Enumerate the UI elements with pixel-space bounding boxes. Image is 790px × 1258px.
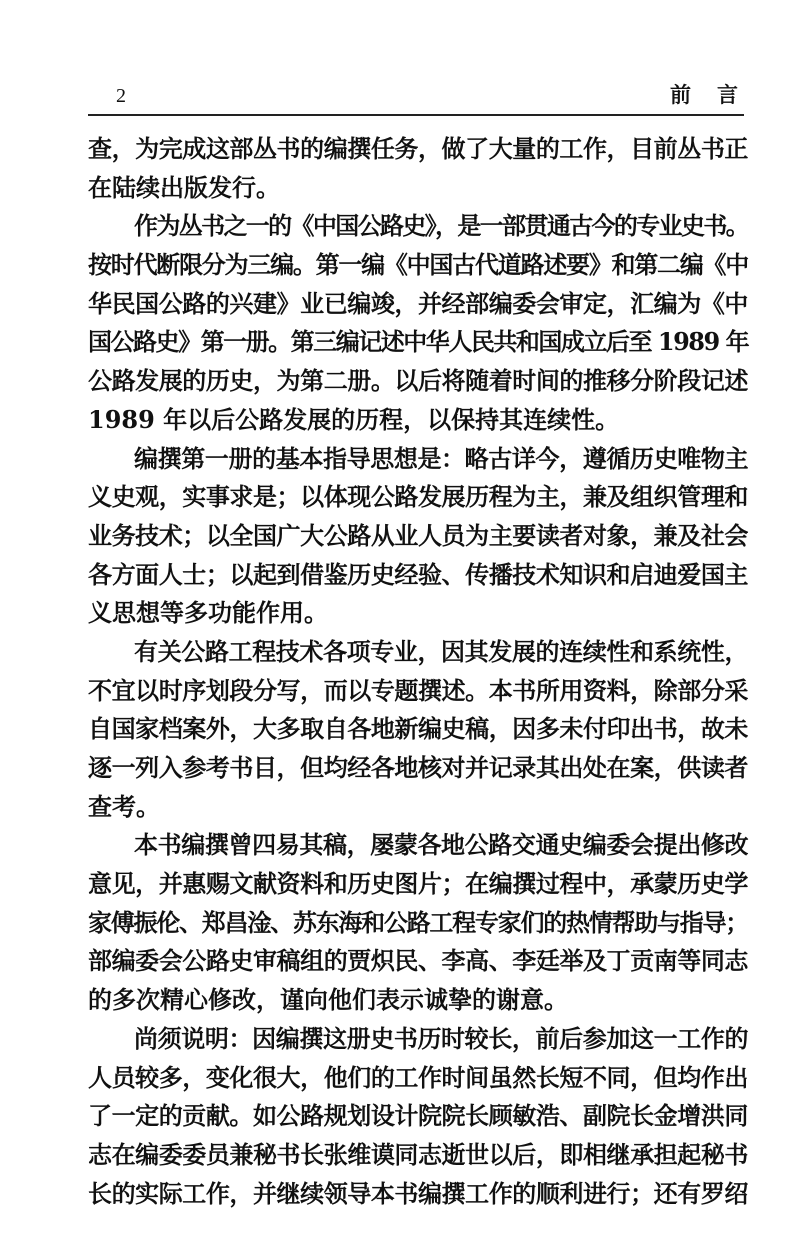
text-line: 志在编委委员兼秘书长张维谟同志逝世以后，即相继承担起秘书 [88,1139,748,1169]
paragraph-first-line: 尚须说明：因编撰这册史书历时较长，前后参加这一工作的 [134,1023,749,1053]
text-line: 1989 年以后公路发展的历程，以保持其连续性。 [88,404,620,434]
paragraph-first-line: 作为丛书之一的《中国公路史》，是一部贯通古今的专业史书。 [134,211,749,241]
text-line: 自国家档案外，大多取自各地新编史稿，因多未付印出书，故未 [88,714,748,744]
text-line: 查考。 [88,791,160,821]
text-line: 按时代断限分为三编。第一编《中国古代道路述要》和第二编《中 [88,250,749,280]
text-line: 的多次精心修改，谨向他们表示诚挚的谢意。 [88,985,568,1015]
body-text [88,130,748,1213]
text-line: 长的实际工作，并继续领导本书编撰工作的顺利进行；还有罗绍 [88,1178,748,1208]
text-line: 义史观，实事求是；以体现公路发展历程为主，兼及组织管理和 [88,482,748,512]
text-line: 意见，并惠赐文献资料和历史图片；在编撰过程中，承蒙历史学 [88,869,748,899]
text-line: 查，为完成这部丛书的编撰任务，做了大量的工作，目前丛书正 [88,134,748,163]
text-line: 了一定的贡献。如公路规划设计院院长顾敏浩、副院长金增洪同 [88,1101,748,1131]
text-line: 不宜以时序划段分写，而以专题撰述。本书所用资料，除部分采 [88,675,748,705]
text-line: 部编委会公路史审稿组的贾炽民、李高、李廷举及丁贡南等同志 [88,946,748,976]
text-line: 业务技术；以全国广大公路从业人员为主要读者对象，兼及社会 [88,520,748,550]
text-line: 家傅振伦、郑昌淦、苏东海和公路工程专家们的热情帮助与指导； [88,907,749,937]
paragraph-first-line: 本书编撰曾四易其稿，屡蒙各地公路交通史编委会提出修改 [134,830,749,860]
text-line: 各方面人士；以起到借鉴历史经验、传播技术知识和启迪爱国主 [88,559,748,589]
section-title: 前言 [670,83,764,107]
text-line: 国公路史》第一册。第三编记述中华人民共和国成立后至 1989 年 [88,327,749,357]
text-line: 公路发展的历史，为第二册。以后将随着时间的推移分阶段记述 [88,366,748,396]
text-line: 人员较多，变化很大，他们的工作时间虽然长短不同，但均作出 [88,1062,748,1092]
paragraph-first-line: 有关公路工程技术各项专业，因其发展的连续性和系统性， [134,636,749,666]
page-number: 2 [116,85,126,107]
running-header [88,80,764,116]
text-line: 在陆续出版发行。 [88,172,280,202]
text-line: 义思想等多功能作用。 [88,598,328,628]
text-line: 华民国公路的兴建》业已编竣，并经部编委会审定，汇编为《中 [88,288,748,318]
text-line: 逐一列入参考书目，但均经各地核对并记录其出处在案，供读者 [88,753,748,782]
paragraph-first-line: 编撰第一册的基本指导思想是：略古详今，遵循历史唯物主 [134,443,749,473]
